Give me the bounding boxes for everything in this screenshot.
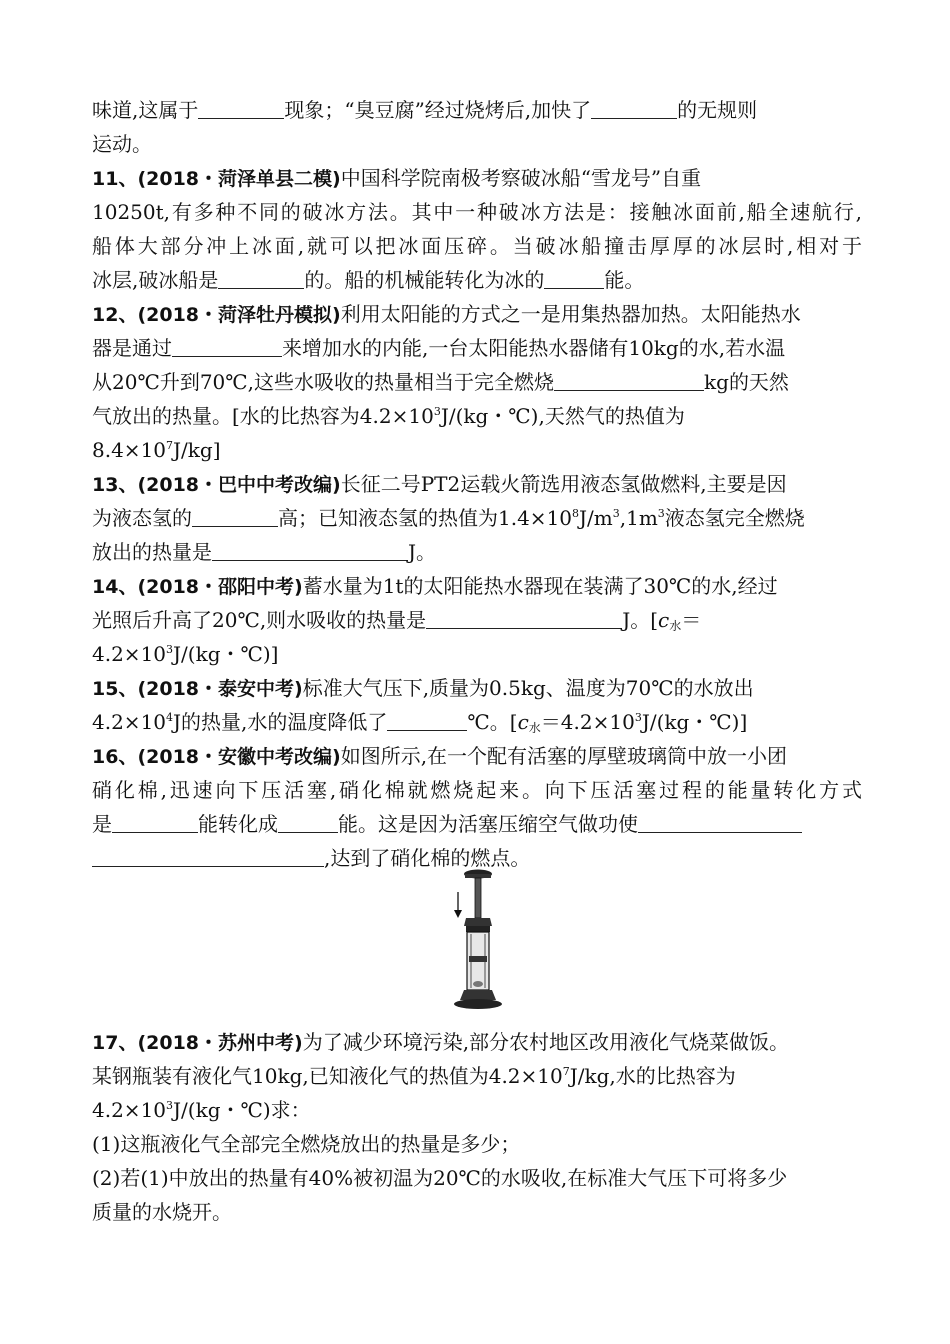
answer-blank[interactable] bbox=[638, 812, 802, 833]
q17-line-4: (1)这瓶液化气全部完全燃烧放出的热量是多少； bbox=[92, 1132, 521, 1156]
q11-line-4: 冰层,破冰船是 的。船的机械能转化为冰的 能。 bbox=[92, 268, 645, 292]
q10-line-2: 运动。 bbox=[92, 132, 152, 156]
q12-line-3: 从20℃升到70℃,这些水吸收的热量相当于完全燃烧 kg的天然 bbox=[92, 370, 789, 394]
answer-blank[interactable] bbox=[218, 268, 304, 289]
answer-blank[interactable] bbox=[112, 812, 198, 833]
q14-line-2: 光照后升高了20℃,则水吸收的热量是 J。[$c_水=$ bbox=[92, 608, 702, 633]
q17-line-3: $4.2\times 10^3J/(kg$・℃)求： bbox=[92, 1098, 311, 1122]
q12-line-2: 器是通过 来增加水的内能,一台太阳能热水器储有10kg的水,若水温 bbox=[92, 336, 786, 360]
answer-blank[interactable] bbox=[198, 98, 284, 119]
q13-line-1: 13、(2018・巴中中考改编)长征二号PT2运载火箭选用液态氢做燃料,主要是因 bbox=[92, 472, 787, 496]
q12-line-4: 气放出的热量。[水的比热容为$4.2\times 10^3J/(kg$・℃),天然气的热值为 bbox=[92, 404, 685, 428]
q13-line-3: 放出的热量是 J。 bbox=[92, 540, 437, 564]
answer-blank[interactable] bbox=[426, 608, 622, 629]
q17-line-5: (2)若(1)中放出的热量有40%被初温为20℃的水吸收,在标准大气压下可将多少 bbox=[92, 1166, 788, 1190]
answer-blank[interactable] bbox=[554, 370, 704, 391]
q14-line-1: 14、(2018・邵阳中考)蓄水量为1t的太阳能热水器现在装满了30℃的水,经过 bbox=[92, 574, 778, 598]
q11-line-1: 11、(2018・菏泽单县二模)中国科学院南极考察破冰船“雪龙号”自重 bbox=[92, 166, 702, 190]
answer-blank[interactable] bbox=[387, 710, 467, 731]
answer-blank[interactable] bbox=[192, 506, 278, 527]
q11-line-2: 10250t,有多种不同的破冰方法。其中一种破冰方法是：接触冰面前,船全速航行, bbox=[92, 200, 862, 224]
q16-line-3: 是 能转化成 能。这是因为活塞压缩空气做功使 bbox=[92, 810, 862, 840]
q17-line-1: 17、(2018・苏州中考)为了减少环境污染,部分农村地区改用液化气烧菜做饭。 bbox=[92, 1030, 790, 1054]
q16-line-4: ,达到了硝化棉的燃点。 bbox=[92, 844, 862, 874]
compression-piston-cylinder-icon bbox=[436, 866, 516, 1016]
answer-blank[interactable] bbox=[172, 336, 282, 357]
q11-line-3: 船体大部分冲上冰面,就可以把冰面压碎。当破冰船撞击厚厚的冰层时,相对于 bbox=[92, 234, 862, 258]
q13-line-2: 为液态氢的 高；已知液态氢的热值为$1.4\times 10^8J/m^3,1m^3$液态氢完全燃烧 bbox=[92, 506, 805, 530]
answer-blank[interactable] bbox=[544, 268, 604, 289]
answer-blank[interactable] bbox=[591, 98, 677, 119]
q17-line-2: 某钢瓶装有液化气10kg,已知液化气的热值为$4.2\times 10^7J/kg$,水的比热容为 bbox=[92, 1064, 736, 1088]
q15-line-1: 15、(2018・泰安中考)标准大气压下,质量为0.5kg、温度为70℃的水放出 bbox=[92, 676, 754, 700]
answer-blank[interactable] bbox=[278, 812, 338, 833]
q15-line-2: $4.2\times 10^4J$的热量,水的温度降低了 ℃。[$c_水=4.2\times 10^3J/(kg$・℃)] bbox=[92, 710, 748, 735]
answer-blank[interactable] bbox=[212, 540, 408, 561]
q10-line-1: 味道,这属于 现象；“臭豆腐”经过烧烤后,加快了 的无规则 bbox=[92, 98, 758, 122]
q16-line-1: 16、(2018・安徽中考改编)如图所示,在一个配有活塞的厚壁玻璃筒中放一小团 bbox=[92, 744, 788, 768]
answer-blank[interactable] bbox=[92, 846, 324, 867]
q16-line-2: 硝化棉,迅速向下压活塞,硝化棉就燃烧起来。向下压活塞过程的能量转化方式 bbox=[92, 778, 862, 802]
q14-line-3: $4.2\times 10^3J/(kg$・℃)] bbox=[92, 642, 279, 666]
q12-line-1: 12、(2018・菏泽牡丹模拟)利用太阳能的方式之一是用集热器加热。太阳能热水 bbox=[92, 302, 801, 326]
q17-line-6: 质量的水烧开。 bbox=[92, 1200, 232, 1224]
q12-line-5: $8.4\times 10^7J/kg$] bbox=[92, 438, 221, 462]
